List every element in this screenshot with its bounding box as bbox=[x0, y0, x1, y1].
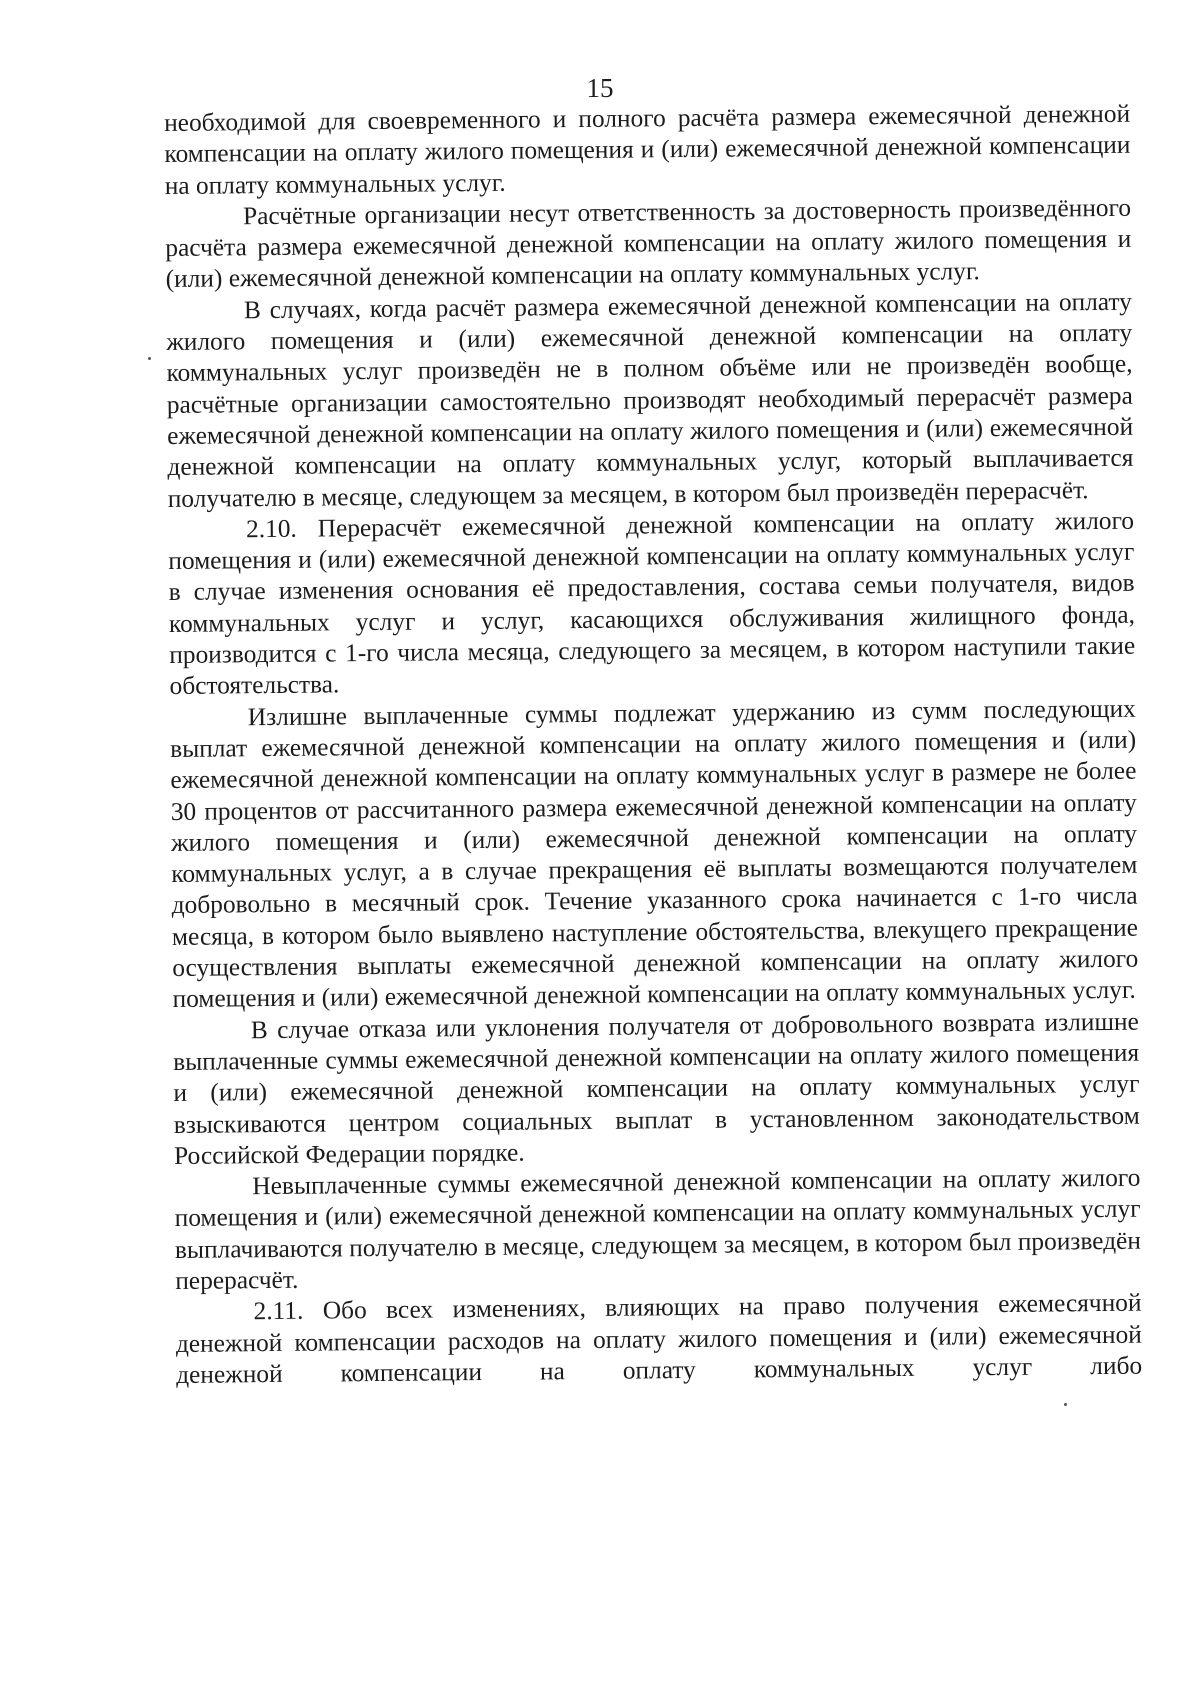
paragraph-unpaid-sums: Невыплаченные суммы ежемесячной денежной компенсации на оплату жилого помещения и (или) ежемесячной денежной компенсации на оплату коммунальных услуг выплачиваются получателю в месяце, следующем за месяцем, в котором был произведён перерасчёт. bbox=[174, 1163, 1142, 1295]
paragraph-incomplete-calculation: В случаях, когда расчёт размера ежемесячной денежной компенсации на оплату жилого помещения и (или) ежемесячной денежной компенсации на оплату коммунальных услуг произведён не в полном объёме или не произведён вообще, расчётные организации самостоятельно производят необходимый перерасчёт размера ежемесячной денежной компенсации на оплату жилого помещения и (или) ежемесячной денежной компенсации на оплату коммунальных услуг, который выплачивается получателю в месяце, следующем за месяцем, в котором был произведён перерасчёт. bbox=[166, 287, 1134, 513]
page-number: 15 bbox=[586, 73, 614, 103]
paragraph-refusal-of-refund: В случае отказа или уклонения получателя от добровольного возврата излишне выплаченные суммы ежемесячной денежной компенсации на оплату жилого помещения и (или) ежемесячной денежной компенсации на оплату коммунальных услуг взыскиваются центром социальных выплат в установленном законодательством Российской Федерации порядке. bbox=[173, 1007, 1140, 1170]
document-body bbox=[164, 99, 1142, 1391]
paragraph-overpaid-sums-deduction: Излишне выплаченные суммы подлежат удержанию из сумм последующих выплат ежемесячной денежной компенсации на оплату жилого помещения и (или) ежемесячной денежной компенсации на оплату коммунальных услуг в размере не более 30 процентов от рассчитанного размера ежемесячной денежной компенсации на оплату жилого помещения и (или) ежемесячной денежной компенсации на оплату коммунальных услуг, а в случае прекращения её выплаты возмещаются получателем добровольно в месячный срок. Течение указанного срока начинается с 1-го числа месяца, в котором было выявлено наступление обстоятельства, влекущего прекращение осуществления выплаты ежемесячной денежной компенсации на оплату жилого помещения и (или) ежемесячной денежной компенсации на оплату коммунальных услуг. bbox=[170, 694, 1139, 1014]
scan-speck bbox=[148, 357, 151, 360]
paragraph-settlement-organizations-responsibility: Расчётные организации несут ответственность за достоверность произведённого расчёта размера ежемесячной денежной компенсации на оплату жилого помещения и (или) ежемесячной денежной компенсации на оплату коммунальных услуг. bbox=[165, 193, 1132, 294]
paragraph-continuation: необходимой для своевременного и полного расчёта размера ежемесячной денежной компенсации на оплату жилого помещения и (или) ежемесячной денежной компенсации на оплату коммунальных услуг. bbox=[164, 99, 1131, 200]
scan-speck bbox=[1064, 1403, 1067, 1406]
paragraph-2-10-recalculation: 2.10. Перерасчёт ежемесячной денежной компенсации на оплату жилого помещения и (или) ежемесячной денежной компенсации на оплату коммунальных услуг в случае изменения основания её предоставления, состава семьи получателя, видов коммунальных услуг и услуг, касающихся обслуживания жилищного фонда, производится с 1-го числа месяца, следующего за месяцем, в котором наступили такие обстоятельства. bbox=[168, 506, 1136, 701]
paragraph-2-11-changes-notification: 2.11. Обо всех изменениях, влияющих на право получения ежемесячной денежной компенсации расходов на оплату жилого помещения и (или) ежемесячной денежной компенсации на оплату коммунальных услуг либо bbox=[175, 1288, 1143, 1389]
